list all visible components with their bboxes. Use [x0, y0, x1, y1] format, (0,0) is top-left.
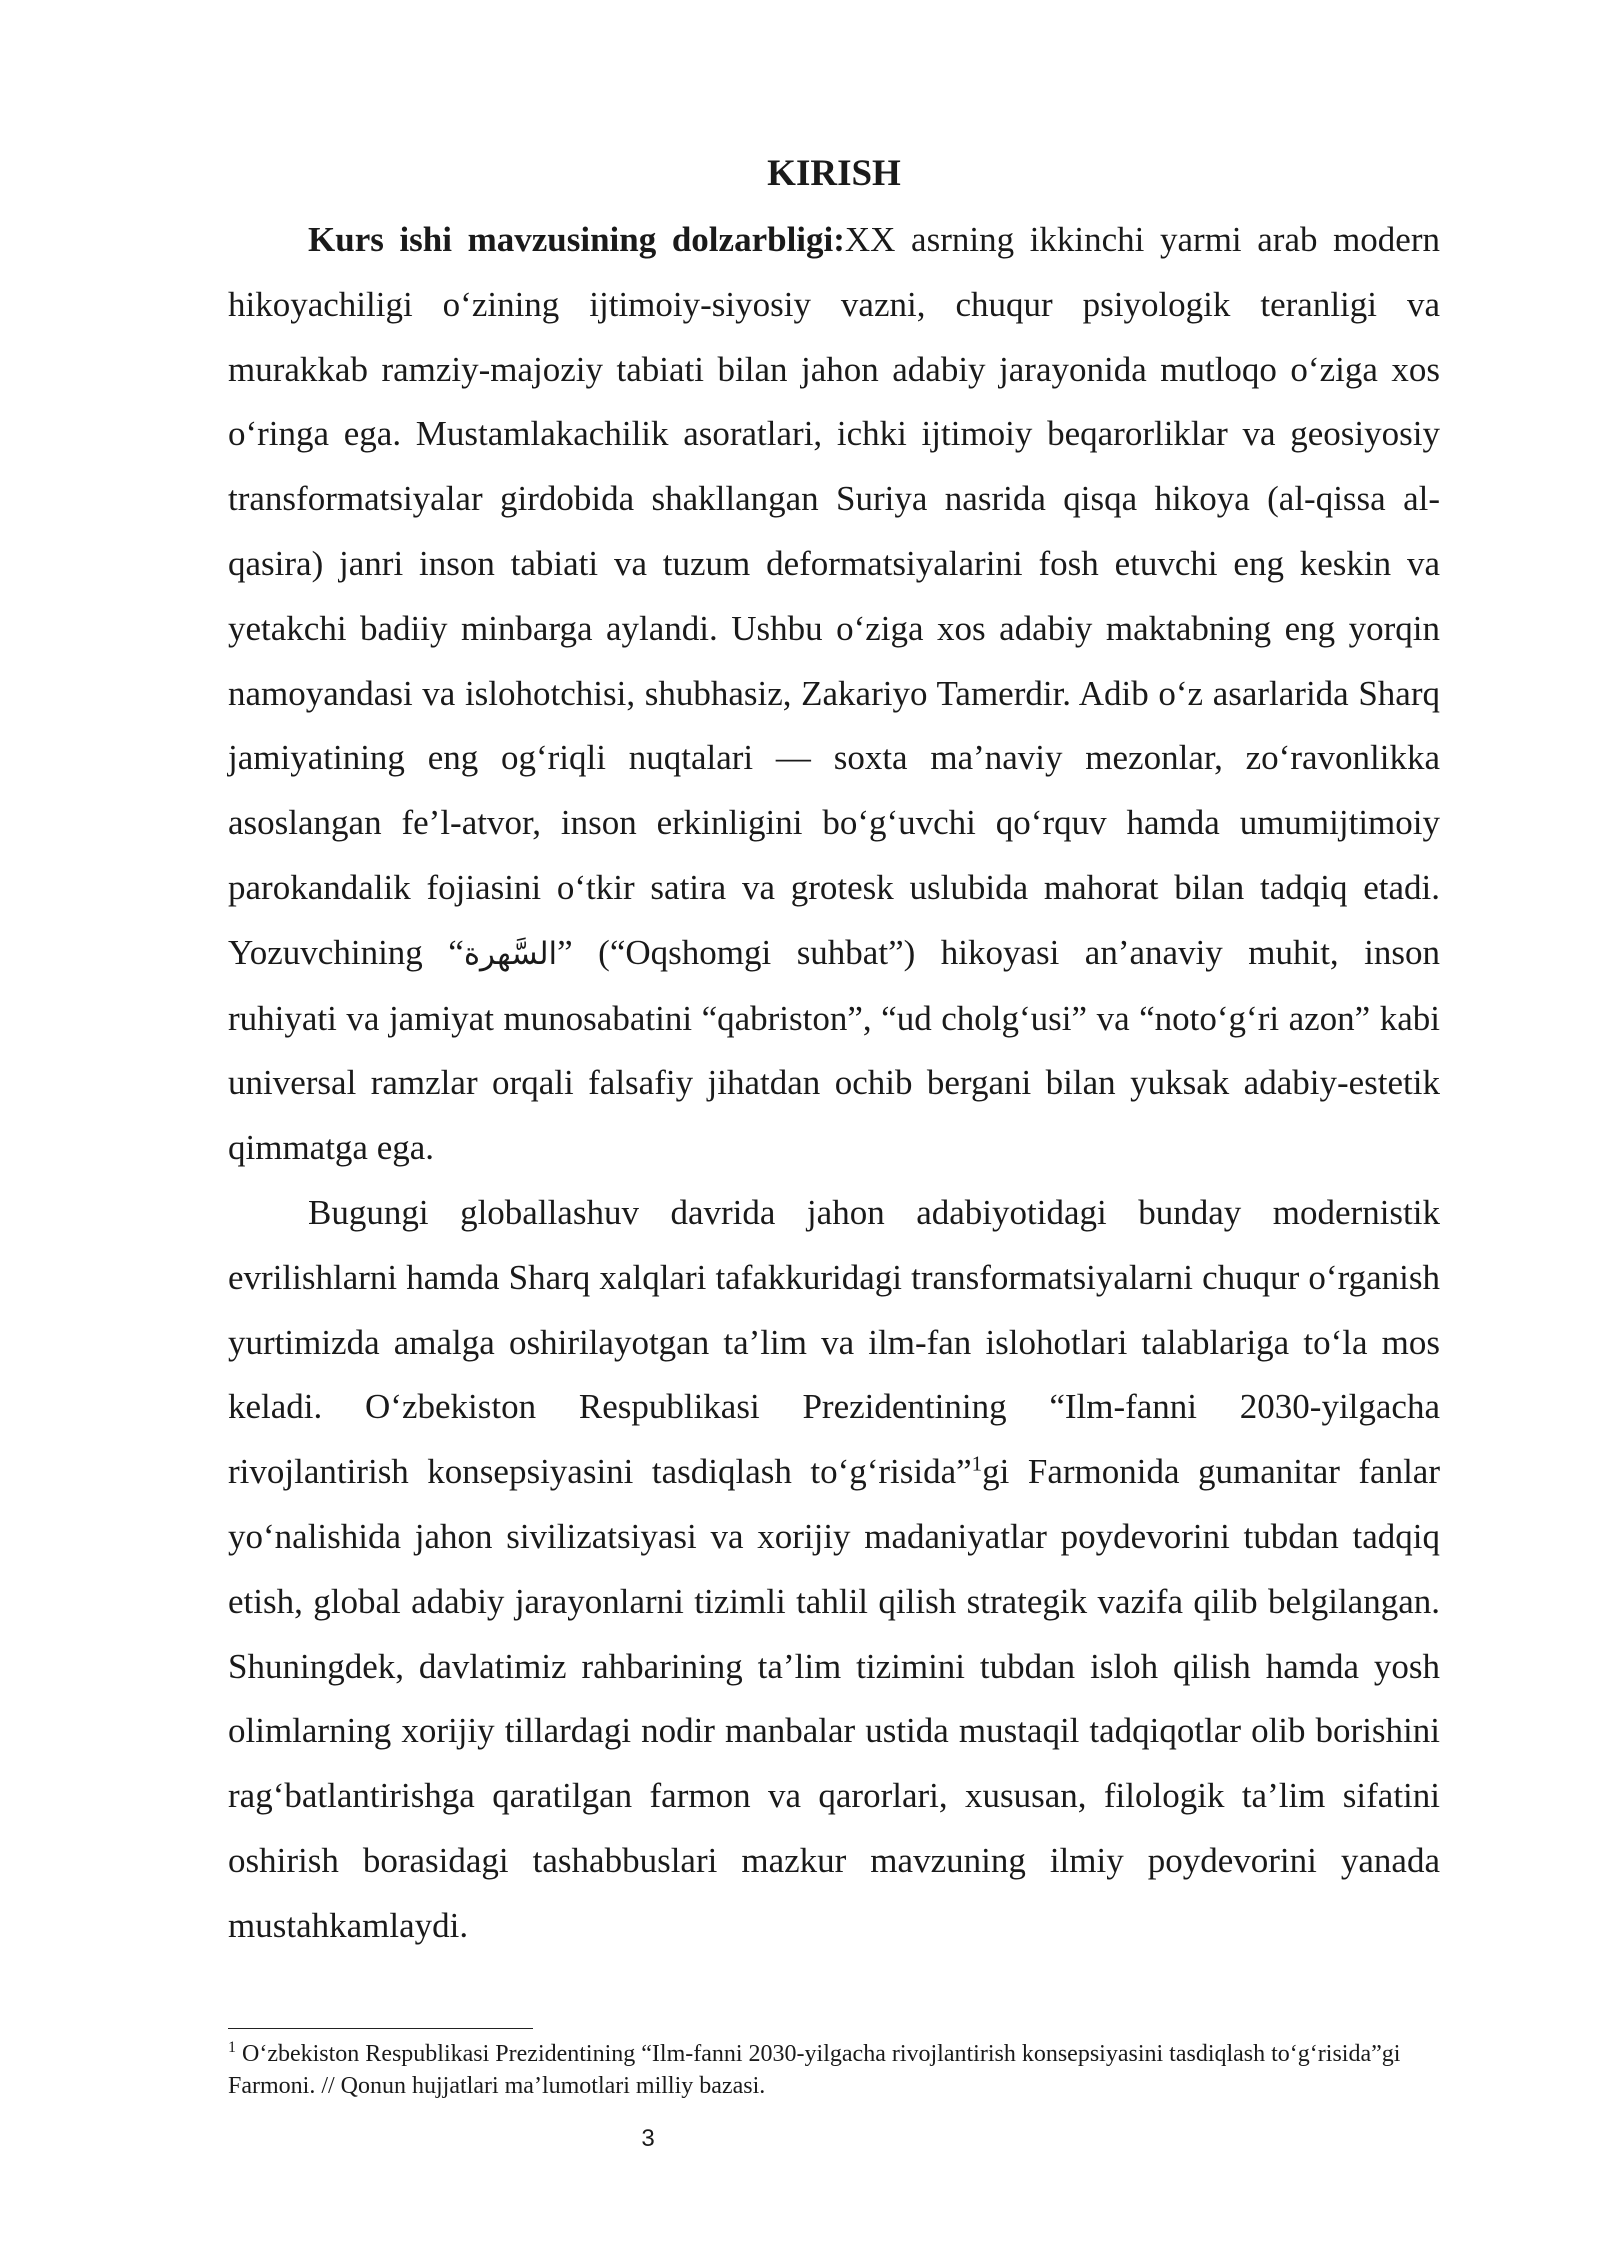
footnote [228, 2038, 1440, 2102]
paragraph-context [228, 1181, 1440, 1959]
footnote-separator [228, 2028, 533, 2029]
paragraph-text: Bugungi globallashuv davrida jahon adabiyotidagi bunday modernistik evrilishlarni hamda Sharq xalqlari tafakkuridagi transformatsiyalarni chuqur o‘rganish yurtimizda amalga oshirilayotgan ta’lim va ilm-fan islohotlari talablariga to‘la mos keladi. O‘zbekiston Respublikasi Prezidentining “Ilm-fanni 2030-yilgacha rivojlantirish konsepsiyasini tasdiqlash to‘g‘risida” [228, 1192, 1440, 1492]
page-number: 3 [641, 2125, 655, 2152]
footnote-text: O‘zbekiston Respublikasi Prezidentining “Ilm-fanni 2030-yilgacha rivojlantirish konsepsiyasini tasdiqlash to‘g‘risida”gi Farmoni. // Qonun hujjatlari ma’lumotlari milliy bazasi. [228, 2041, 1401, 2099]
paragraph-relevance [228, 208, 1440, 1181]
paragraph-text: XX asrning ikkinchi yarmi arab modern hikoyachiligi o‘zining ijtimoiy-siyosiy vazni, chuqur psiyologik teranligi va murakkab ramziy-majoziy tabiati bilan jahon adabiy jarayonida mutloqo o‘ziga xos o‘ringa ega. Mustamlakachilik asoratlari, ichki ijtimoiy beqarorliklar va geosiyosiy transformatsiyalar girdobida shakllangan Suriya nasrida qisqa hikoya (al-qissa al-qasira) janri inson tabiati va tuzum deformatsiyalarini fosh etuvchi eng keskin va yetakchi badiiy minbarga aylandi. Ushbu o‘ziga xos adabiy maktabning eng yorqin namoyandasi va islohotchisi, shubhasiz, Zakariyo Tamerdir. Adib o‘z asarlarida Sharq jamiyatining eng og‘riqli nuqtalari — soxta ma’naviy mezonlar, zo‘ravonlikka asoslangan fe’l-atvor, inson erkinligini bo‘g‘uvchi qo‘rquv hamda umumijtimoiy parokandalik fojiasini o‘tkir satira va grotesk uslubida mahorat bilan tadqiq etadi. Yozuvchining “ [228, 220, 1440, 972]
arabic-title: السَّهرة [463, 935, 558, 972]
paragraph-lead: Kurs ishi mavzusining dolzarbligi: [308, 220, 845, 259]
footnote-number: 1 [228, 2039, 236, 2056]
section-heading: KIRISH [767, 153, 901, 194]
paragraph-text-continued: ” (“Oqshomgi suhbat”) hikoyasi an’anaviy muhit, inson ruhiyati va jamiyat munosabatini “qabriston”, “ud cholg‘usi” va “noto‘g‘ri azon” kabi universal ramzlar orqali falsafiy jihatdan ochib bergani bilan yuksak adabiy-estetik qimmatga ega. [228, 932, 1441, 1168]
paragraph-text-continued: gi Farmonida gumanitar fanlar yo‘nalishida jahon sivilizatsiyasi va xorijiy madaniyatlar poydevorini tubdan tadqiq etish, global adabiy jarayonlarni tizimli tahlil qilish strategik vazifa qilib belgilangan. Shuningdek, davlatimiz rahbarining ta’lim tizimini tubdan isloh qilish hamda yosh olimlarning xorijiy tillardagi nodir manbalar ustida mustaqil tadqiqotlar olib borishini rag‘batlantirishga qaratilgan farmon va qarorlari, xususan, filologik ta’lim sifatini oshirish borasidagi tashabbuslari mazkur mavzuning ilmiy poydevorini yanada mustahkamlaydi. [228, 1452, 1440, 1945]
body-text [228, 208, 1440, 1959]
footnote-reference: 1 [971, 1451, 983, 1476]
